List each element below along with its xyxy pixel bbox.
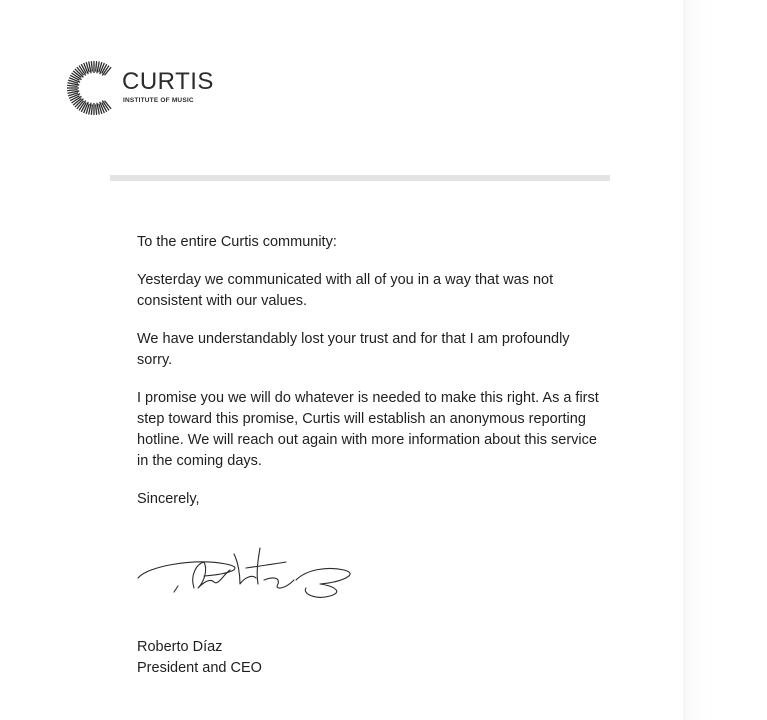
logo-name: CURTIS <box>122 68 214 95</box>
curtis-logo <box>66 60 226 120</box>
curtis-logo-mark-icon <box>66 60 122 116</box>
logo-subtitle: INSTITUTE OF MUSIC <box>123 97 194 104</box>
letter-body <box>137 232 607 527</box>
letter-paragraph: I promise you we will do whatever is needed to make this right. As a first step toward this promise, Curtis will establish an anonymous reporting hotline. We will reach out again with more information about this service in the coming days. <box>137 390 599 469</box>
header-divider <box>110 175 610 181</box>
signer-block <box>137 637 262 679</box>
signer-name: Roberto Díaz <box>137 639 223 655</box>
letter-paragraph: We have understandably lost your trust and for that I am profoundly sorry. <box>137 331 570 368</box>
handwritten-signature <box>134 540 364 610</box>
letter-closing: Sincerely, <box>137 491 200 507</box>
letter-paragraph: Yesterday we communicated with all of you in a way that was not consistent with our values. <box>137 272 554 309</box>
signer-title: President and CEO <box>137 660 262 676</box>
page-edge-shadow <box>683 0 767 720</box>
letter-greeting: To the entire Curtis community: <box>137 234 337 250</box>
